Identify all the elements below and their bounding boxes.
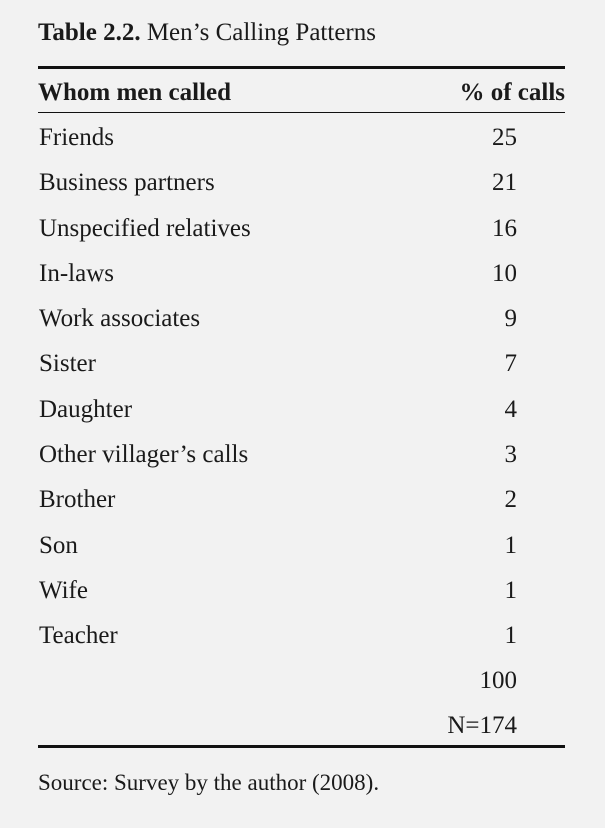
top-rule [38, 66, 565, 69]
row-name: Teacher [39, 622, 118, 650]
row-value: 1 [504, 531, 517, 559]
table-body [38, 121, 565, 665]
table-row [38, 257, 565, 302]
row-value: 7 [504, 350, 517, 378]
table-number: Table 2.2. [38, 19, 141, 46]
table-row [38, 347, 565, 392]
row-name: Brother [39, 486, 116, 514]
row-name: In-laws [39, 259, 114, 287]
row-name: Sister [39, 350, 96, 378]
table-row [38, 166, 565, 211]
table-row [38, 529, 565, 574]
sample-size: N=174 [447, 712, 517, 739]
row-value: 25 [492, 124, 517, 151]
table-row [38, 438, 565, 483]
row-value: 16 [492, 214, 517, 242]
source-note: Source: Survey by the author (2008). [38, 770, 380, 795]
row-value: 2 [504, 486, 517, 514]
table-row [38, 483, 565, 528]
row-name: Business partners [39, 169, 215, 197]
row-value: 3 [504, 441, 517, 469]
table-row [38, 121, 565, 166]
row-value: 4 [504, 395, 517, 423]
row-value: 21 [492, 169, 517, 197]
row-name: Son [39, 531, 78, 559]
table-title: Men’s Calling Patterns [146, 19, 376, 46]
column-header-whom: Whom men called [38, 79, 232, 106]
row-name: Wife [39, 576, 88, 604]
row-name: Unspecified relatives [39, 214, 251, 242]
row-value: 10 [492, 259, 517, 287]
row-value: 1 [504, 622, 517, 650]
header-rule [38, 112, 565, 113]
row-name: Friends [39, 124, 114, 151]
column-header-percent: % of calls [459, 79, 565, 106]
table-row [38, 574, 565, 619]
row-value: 9 [504, 305, 517, 333]
row-name: Work associates [39, 305, 201, 333]
table-row [38, 302, 565, 347]
table-row [38, 393, 565, 438]
table-caption [38, 16, 376, 50]
row-name: Other villager’s calls [39, 441, 249, 469]
row-value: 1 [504, 576, 517, 604]
total-percent: 100 [479, 667, 517, 694]
table-row [38, 212, 565, 257]
row-name: Daughter [39, 395, 133, 423]
table-row [38, 619, 565, 664]
bottom-rule [38, 745, 565, 748]
